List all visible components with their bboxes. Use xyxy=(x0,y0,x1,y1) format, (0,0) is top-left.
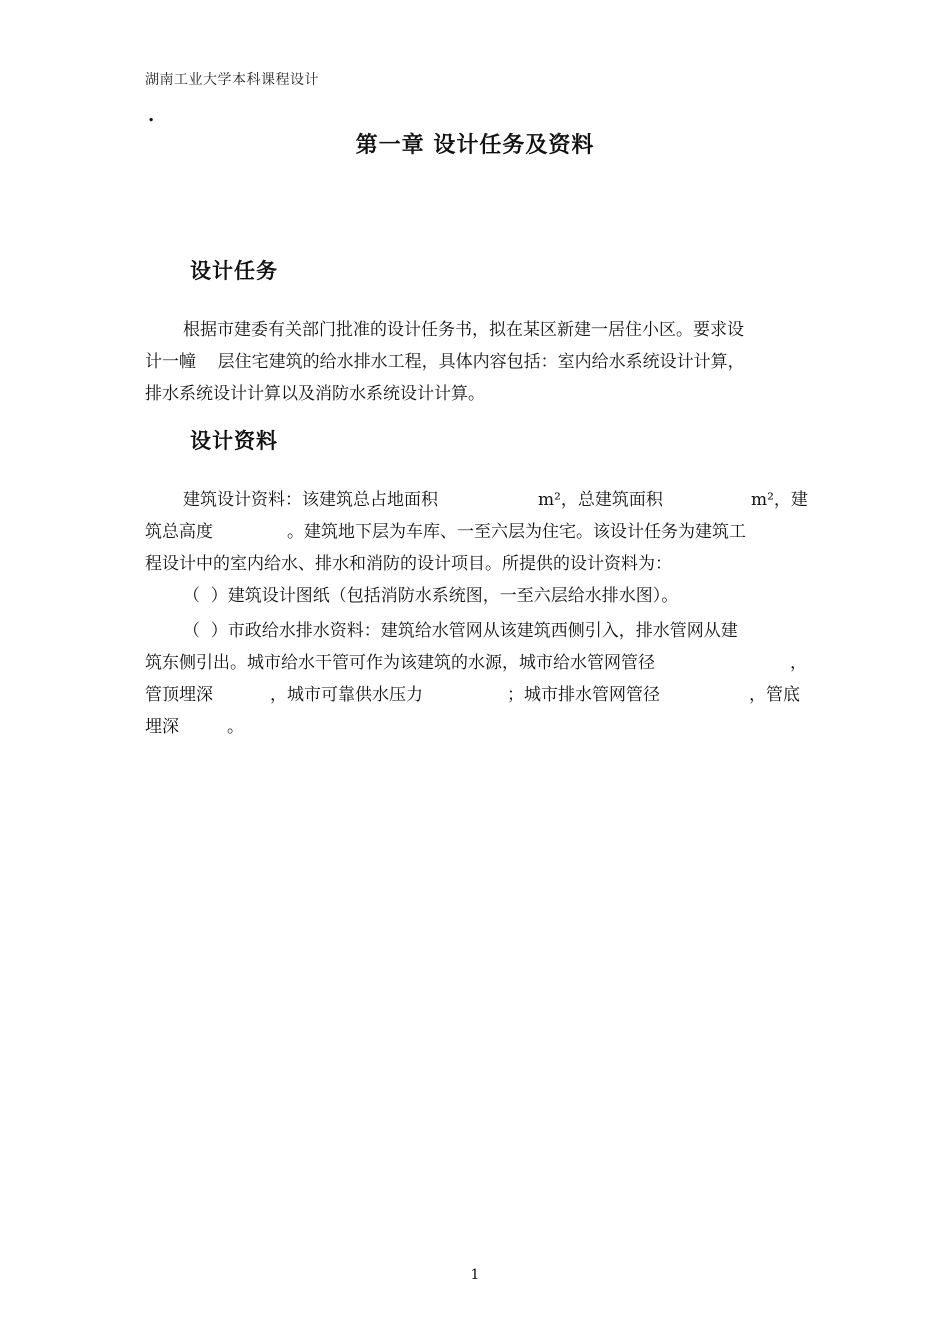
data-paragraph-line-1 xyxy=(183,490,806,510)
data-paragraph-line-2 xyxy=(145,522,806,542)
data-text-comma: ， xyxy=(790,653,807,673)
data-item-2-line-3 xyxy=(145,685,806,705)
running-header: 湖南工业大学本科课程设计 xyxy=(145,72,319,88)
data-item-1: （ ）建筑设计图纸（包括消防水系统图，一至六层给水排水图）。 xyxy=(183,586,679,606)
data-paragraph-line-3: 程设计中的室内给水、排水和消防的设计项目。所提供的设计资料为： xyxy=(145,554,672,574)
data-text-pipe-depth: 管顶埋深 xyxy=(145,685,213,705)
data-text-drain-diameter: ；城市排水管网管径 xyxy=(507,685,660,705)
data-text-bury: 埋深 xyxy=(145,717,179,737)
task-paragraph-line-1: 根据市建委有关部门批准的设计任务书，拟在某区新建一居住小区。要求设 xyxy=(183,320,744,340)
data-text-height: 筑总高度 xyxy=(145,522,213,542)
data-text-floors: 。建筑地下层为车库、一至六层为住宅。该设计任务为建筑工 xyxy=(287,522,746,542)
data-text-jian: m²，建 xyxy=(751,490,808,510)
data-text-pressure: ，城市可靠供水压力 xyxy=(270,685,423,705)
data-text-pipe-bottom: ，管底 xyxy=(749,685,800,705)
page-number: 1 xyxy=(470,1267,480,1283)
section-heading-data: 设计资料 xyxy=(190,429,278,453)
data-text-land-area: 建筑设计资料：该建筑总占地面积 xyxy=(183,490,438,510)
chapter-title: 第一章 设计任务及资料 xyxy=(355,133,595,158)
data-text-total-area: m²，总建筑面积 xyxy=(538,490,663,510)
data-item-2-line-4 xyxy=(145,717,806,737)
data-item-2-line-1: （ ）市政给水排水资料：建筑给水管网从该建筑西侧引入，排水管网从建 xyxy=(183,621,738,641)
data-text-water-source: 筑东侧引出。城市给水干管可作为该建筑的水源，城市给水管网管径 xyxy=(145,653,655,673)
data-item-2-line-2 xyxy=(145,653,806,673)
bullet-dot: . xyxy=(148,105,155,126)
data-text-period: 。 xyxy=(227,717,244,737)
section-heading-task: 设计任务 xyxy=(190,259,278,283)
task-paragraph-line-3: 排水系统设计计算以及消防水系统设计计算。 xyxy=(145,384,485,404)
task-paragraph-line-2: 计一幢 层住宅建筑的给水排水工程，具体内容包括：室内给水系统设计计算， xyxy=(145,352,745,372)
